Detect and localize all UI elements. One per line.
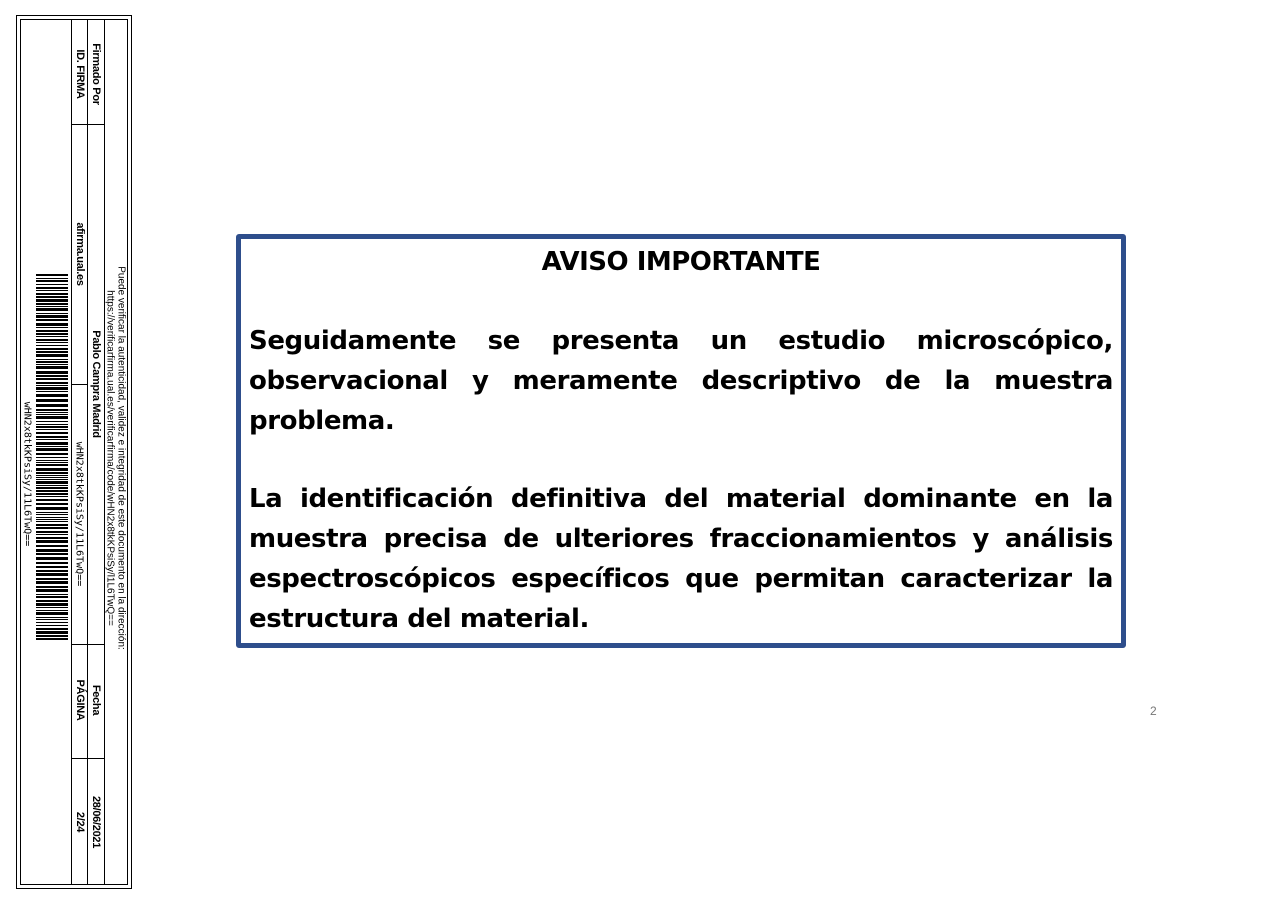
barcode-image [36,274,68,640]
barcode-code-text: wHN2x8tkKPsiSy/11L6TwQ== [21,401,33,547]
strip-divider [71,758,104,759]
notice-paragraph-2: La identificación definitiva del material dominante en la muestra precisa de ulteriores fraccionamientos y análisis espectroscópicos específicos que permitan caracterizar la estructura del material. [249,484,1113,634]
strip-divider [71,124,104,125]
signature-strip [16,15,132,889]
page-number: 2 [1150,704,1157,718]
signature-strip-inner [20,19,128,885]
signature-code: wHN2x8tkKPsiSy/11L6TwQ== [73,441,85,587]
signed-by-value: Pablo Campra Madrid [90,330,102,438]
signature-id-value: afirma.ual.es [74,222,86,286]
notice-paragraph-1: Seguidamente se presenta un estudio microscópico, observacional y meramente descriptivo de la muestra problema. [249,326,1113,436]
strip-divider [71,644,104,645]
date-value: 28/06/2021 [90,795,102,849]
strip-divider [71,20,72,884]
strip-divider [71,384,87,385]
verify-text-line1: Puede verificar la autenticidad, validez e integridad de este documento en la dirección: [115,266,127,650]
notice-title: AVISO IMPORTANTE [541,247,821,277]
verify-text-line2: https://verificarfirma.ual.es/verificarfirma/code/wHN2x8tkKPsiSy/l1L6TwQ== [104,290,116,626]
signature-id-label: ID. FIRMA [74,49,86,99]
page-value: 2/24 [74,811,86,833]
date-label: Fecha [90,684,102,716]
strip-divider [87,20,88,884]
signed-by-label: Firmado Por [90,43,102,105]
page-label: PÁGINA [74,679,86,721]
notice-box [236,234,1126,648]
